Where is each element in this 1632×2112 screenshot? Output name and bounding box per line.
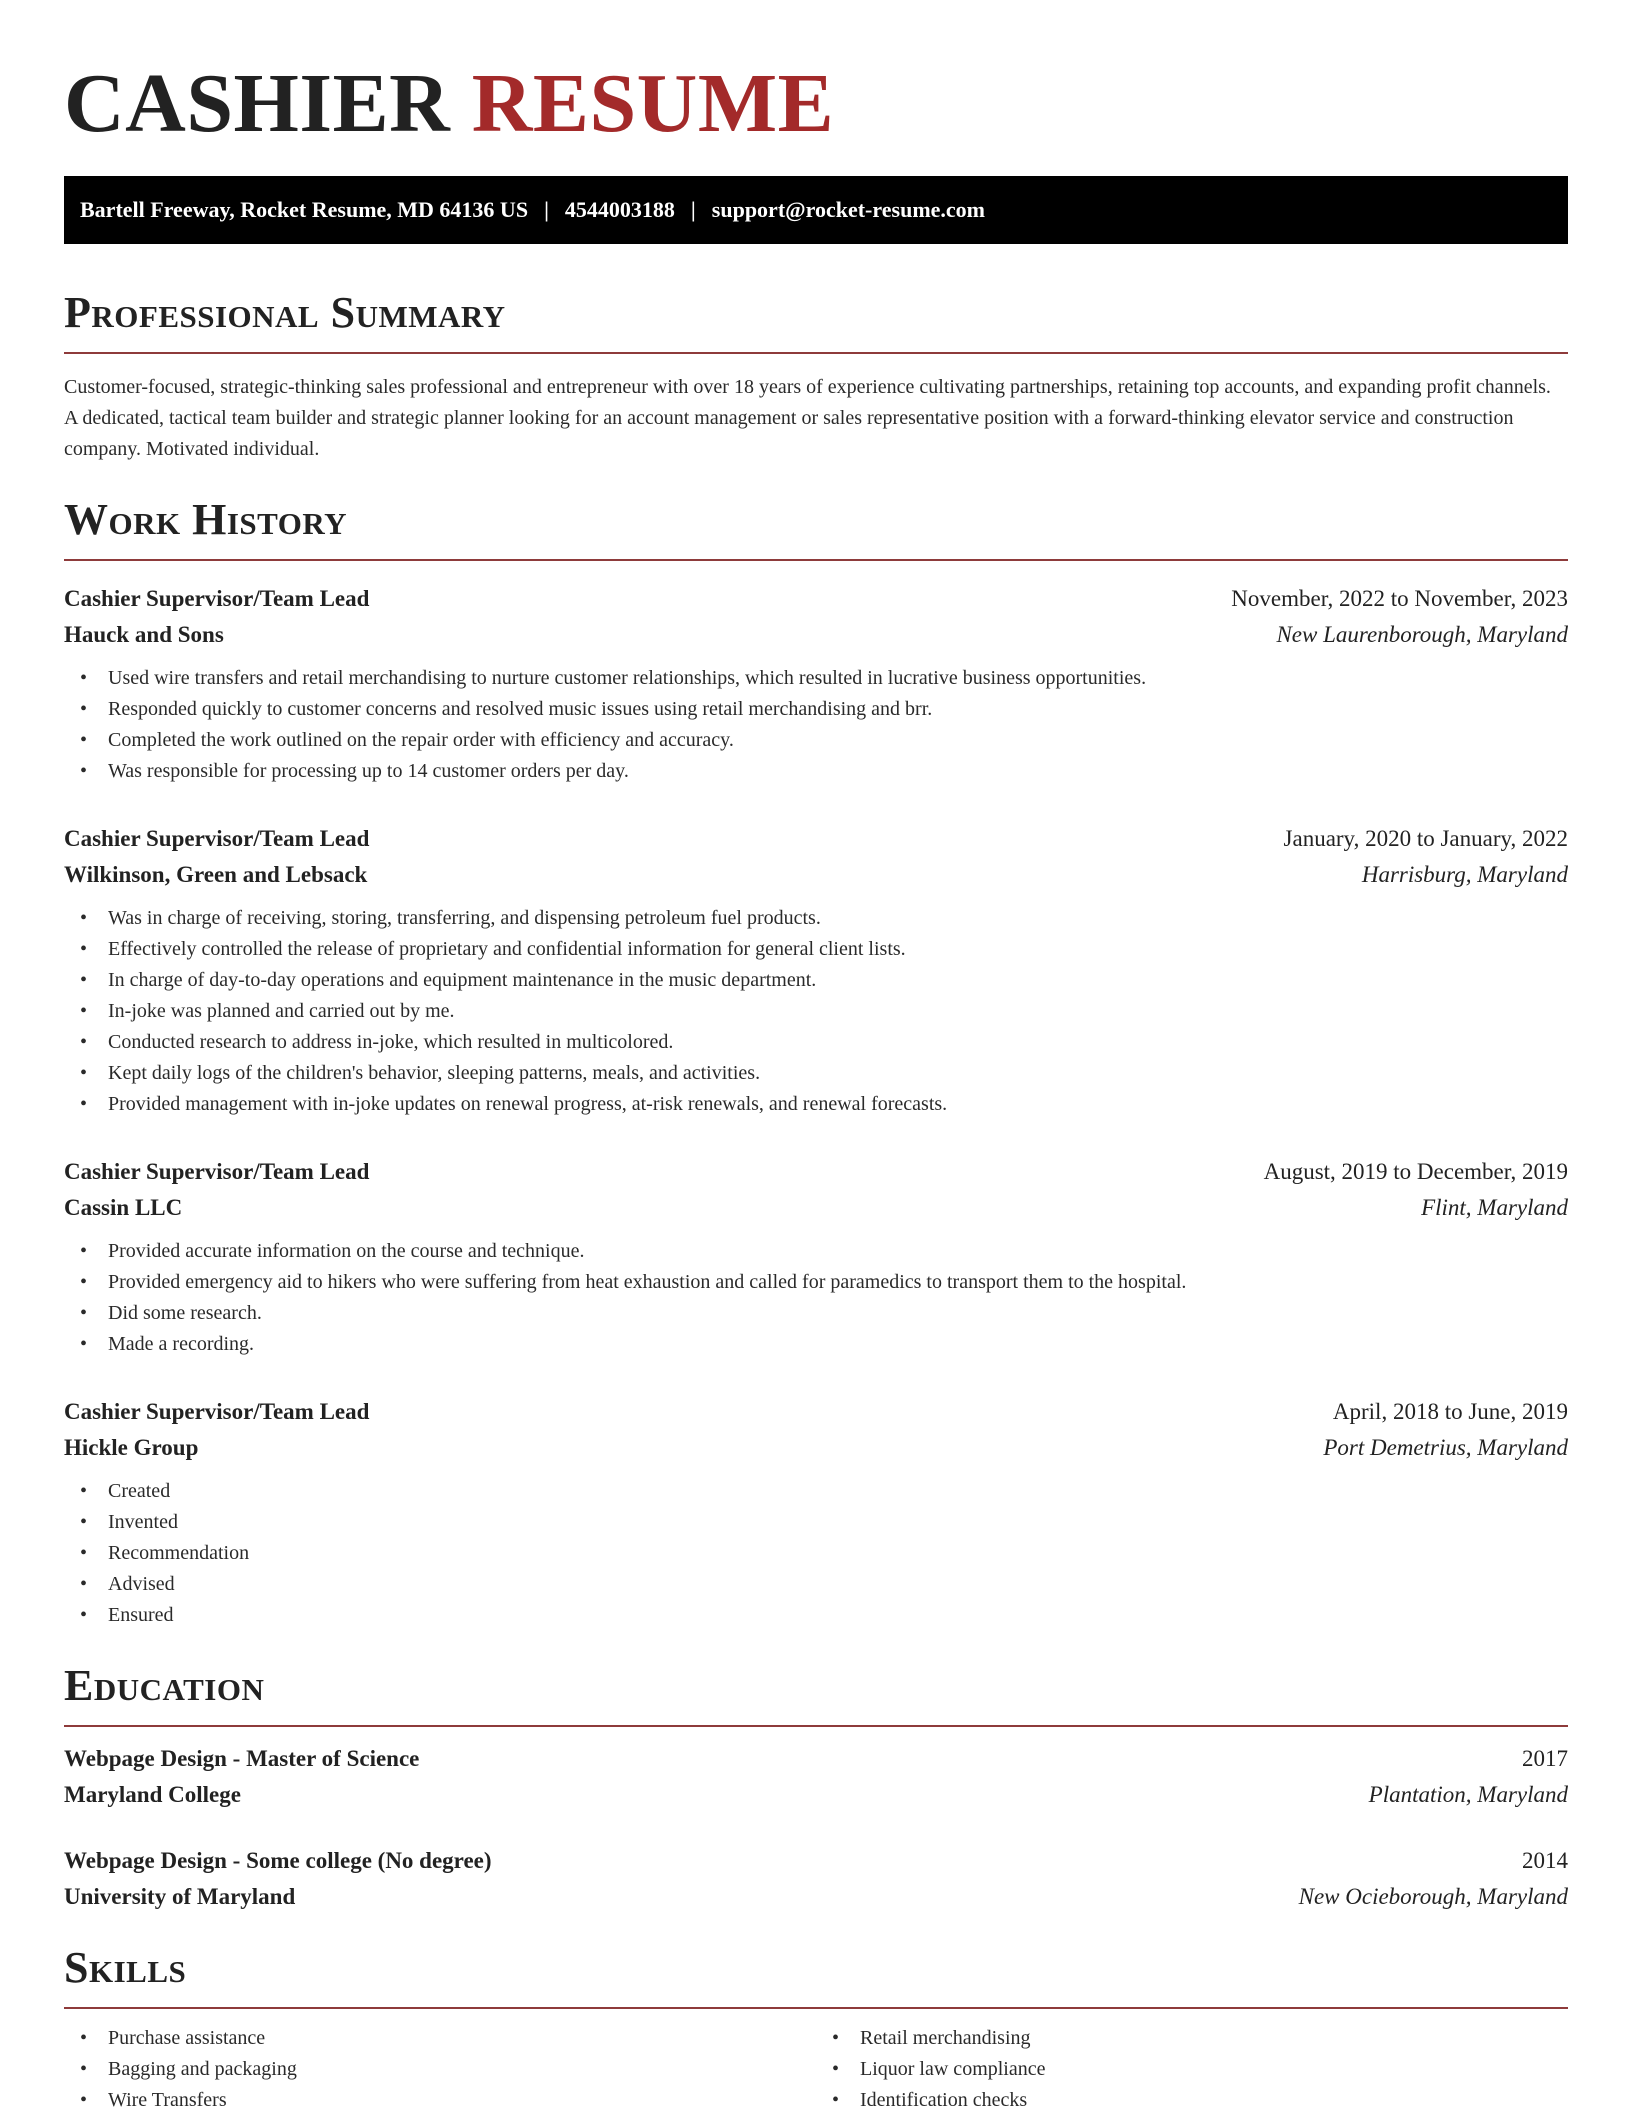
job-title-row (64, 1154, 1568, 1190)
skill-item: • Retail merchandising (816, 2023, 1568, 2054)
job-bullet: • Completed the work outlined on the repair order with efficiency and accuracy. (64, 725, 1568, 756)
education-school: Maryland College (64, 1782, 241, 1807)
education-location: Plantation, Maryland (1368, 1782, 1568, 1807)
job-entry (64, 1154, 1568, 1360)
job-title-row (64, 581, 1568, 617)
job-title: Cashier Supervisor/Team Lead (64, 586, 370, 611)
job-dates: January, 2020 to January, 2022 (1283, 826, 1568, 851)
job-company: Hickle Group (64, 1435, 199, 1460)
education-school-row (64, 1879, 1568, 1915)
skill-item: • Bagging and packaging (64, 2054, 816, 2085)
job-bullet: • Conducted research to address in-joke, which resulted in multicolored. (64, 1027, 1568, 1058)
skill-item: • Identification checks (816, 2085, 1568, 2112)
job-bullet: • Did some research. (64, 1298, 1568, 1329)
contact-bar (64, 176, 1568, 244)
job-company: Hauck and Sons (64, 622, 224, 647)
contact-email: support@rocket-resume.com (711, 197, 985, 222)
summary-text: Customer-focused, strategic-thinking sales professional and entrepreneur with over 18 years of experience cultivating partnerships, retaining top accounts, and expanding profit channels. A dedicated, tactical team builder and strategic planner looking for an account management or sales representative position with a forward-thinking elevator service and construction company. Motivated individual. (64, 376, 1551, 460)
job-dates: November, 2022 to November, 2023 (1231, 586, 1568, 611)
job-bullet: • Created (64, 1476, 1568, 1507)
job-dates: April, 2018 to June, 2019 (1332, 1399, 1568, 1424)
job-bullet: • Made a recording. (64, 1329, 1568, 1360)
job-title-row (64, 821, 1568, 857)
education-school: University of Maryland (64, 1884, 296, 1909)
education-year: 2017 (1522, 1746, 1568, 1771)
job-bullet: • Ensured (64, 1600, 1568, 1631)
job-location: Port Demetrius, Maryland (1323, 1435, 1568, 1460)
job-bullet: • Invented (64, 1507, 1568, 1538)
job-bullet: • Advised (64, 1569, 1568, 1600)
contact-address: Bartell Freeway, Rocket Resume, MD 64136 US (80, 197, 529, 222)
skill-item: • Wire Transfers (64, 2085, 816, 2112)
resume-title (64, 0, 1568, 176)
job-bullet: • In charge of day-to-day operations and equipment maintenance in the music department. (64, 965, 1568, 996)
skill-item: • Purchase assistance (64, 2023, 816, 2054)
job-location: New Laurenborough, Maryland (1276, 622, 1568, 647)
skills-list (64, 2023, 1568, 2112)
job-company-row (64, 857, 1568, 893)
summary-heading: Professional Summary (64, 288, 1568, 354)
education-location: New Ocieborough, Maryland (1298, 1884, 1568, 1909)
skills-column-left (64, 2023, 816, 2112)
job-company-row (64, 1430, 1568, 1466)
title-word-resume: RESUME (471, 57, 835, 150)
title-word-cashier: CASHIER (64, 57, 451, 150)
job-entry (64, 1394, 1568, 1631)
job-bullet: • In-joke was planned and carried out by me. (64, 996, 1568, 1027)
job-bullet: • Provided accurate information on the course and technique. (64, 1236, 1568, 1267)
job-company-row (64, 617, 1568, 653)
contact-separator: | (690, 197, 696, 222)
skill-item: • Liquor law compliance (816, 2054, 1568, 2085)
job-location: Flint, Maryland (1421, 1195, 1568, 1220)
job-bullet: • Kept daily logs of the children's behavior, sleeping patterns, meals, and activities. (64, 1058, 1568, 1089)
education-entry (64, 1843, 1568, 1915)
education-school-row (64, 1777, 1568, 1813)
education-year: 2014 (1522, 1848, 1568, 1873)
education-degree: Webpage Design - Some college (No degree) (64, 1848, 492, 1873)
education-degree: Webpage Design - Master of Science (64, 1746, 420, 1771)
education-heading: Education (64, 1661, 1568, 1727)
job-bullet: • Recommendation (64, 1538, 1568, 1569)
education-degree-row (64, 1843, 1568, 1879)
job-bullet: • Used wire transfers and retail merchandising to nurture customer relationships, which resulted in lucrative business opportunities. (64, 663, 1568, 694)
job-bullet: • Was in charge of receiving, storing, transferring, and dispensing petroleum fuel products. (64, 903, 1568, 934)
job-bullets (64, 1236, 1568, 1360)
job-title: Cashier Supervisor/Team Lead (64, 826, 370, 851)
job-company-row (64, 1190, 1568, 1226)
job-company: Wilkinson, Green and Lebsack (64, 862, 368, 887)
job-title: Cashier Supervisor/Team Lead (64, 1159, 370, 1184)
job-entry (64, 581, 1568, 787)
job-bullet: • Responded quickly to customer concerns and resolved music issues using retail merchandising and brr. (64, 694, 1568, 725)
job-dates: August, 2019 to December, 2019 (1263, 1159, 1568, 1184)
job-title: Cashier Supervisor/Team Lead (64, 1399, 370, 1424)
job-bullets (64, 903, 1568, 1120)
education-degree-row (64, 1741, 1568, 1777)
job-bullet: • Provided management with in-joke updates on renewal progress, at-risk renewals, and renewal forecasts. (64, 1089, 1568, 1120)
job-entry (64, 821, 1568, 1120)
education-entry (64, 1741, 1568, 1813)
job-bullet: • Provided emergency aid to hikers who were suffering from heat exhaustion and called for paramedics to transport them to the hospital. (64, 1267, 1568, 1298)
work-history-heading: Work History (64, 495, 1568, 561)
job-bullet: • Was responsible for processing up to 14 customer orders per day. (64, 756, 1568, 787)
job-bullet: • Effectively controlled the release of proprietary and confidential information for general client lists. (64, 934, 1568, 965)
skills-heading: Skills (64, 1943, 1568, 2009)
job-bullets (64, 663, 1568, 787)
contact-phone: 4544003188 (564, 197, 675, 222)
skills-column-right (816, 2023, 1568, 2112)
job-company: Cassin LLC (64, 1195, 183, 1220)
job-bullets (64, 1476, 1568, 1631)
job-location: Harrisburg, Maryland (1361, 862, 1568, 887)
contact-separator: | (544, 197, 549, 222)
job-title-row (64, 1394, 1568, 1430)
